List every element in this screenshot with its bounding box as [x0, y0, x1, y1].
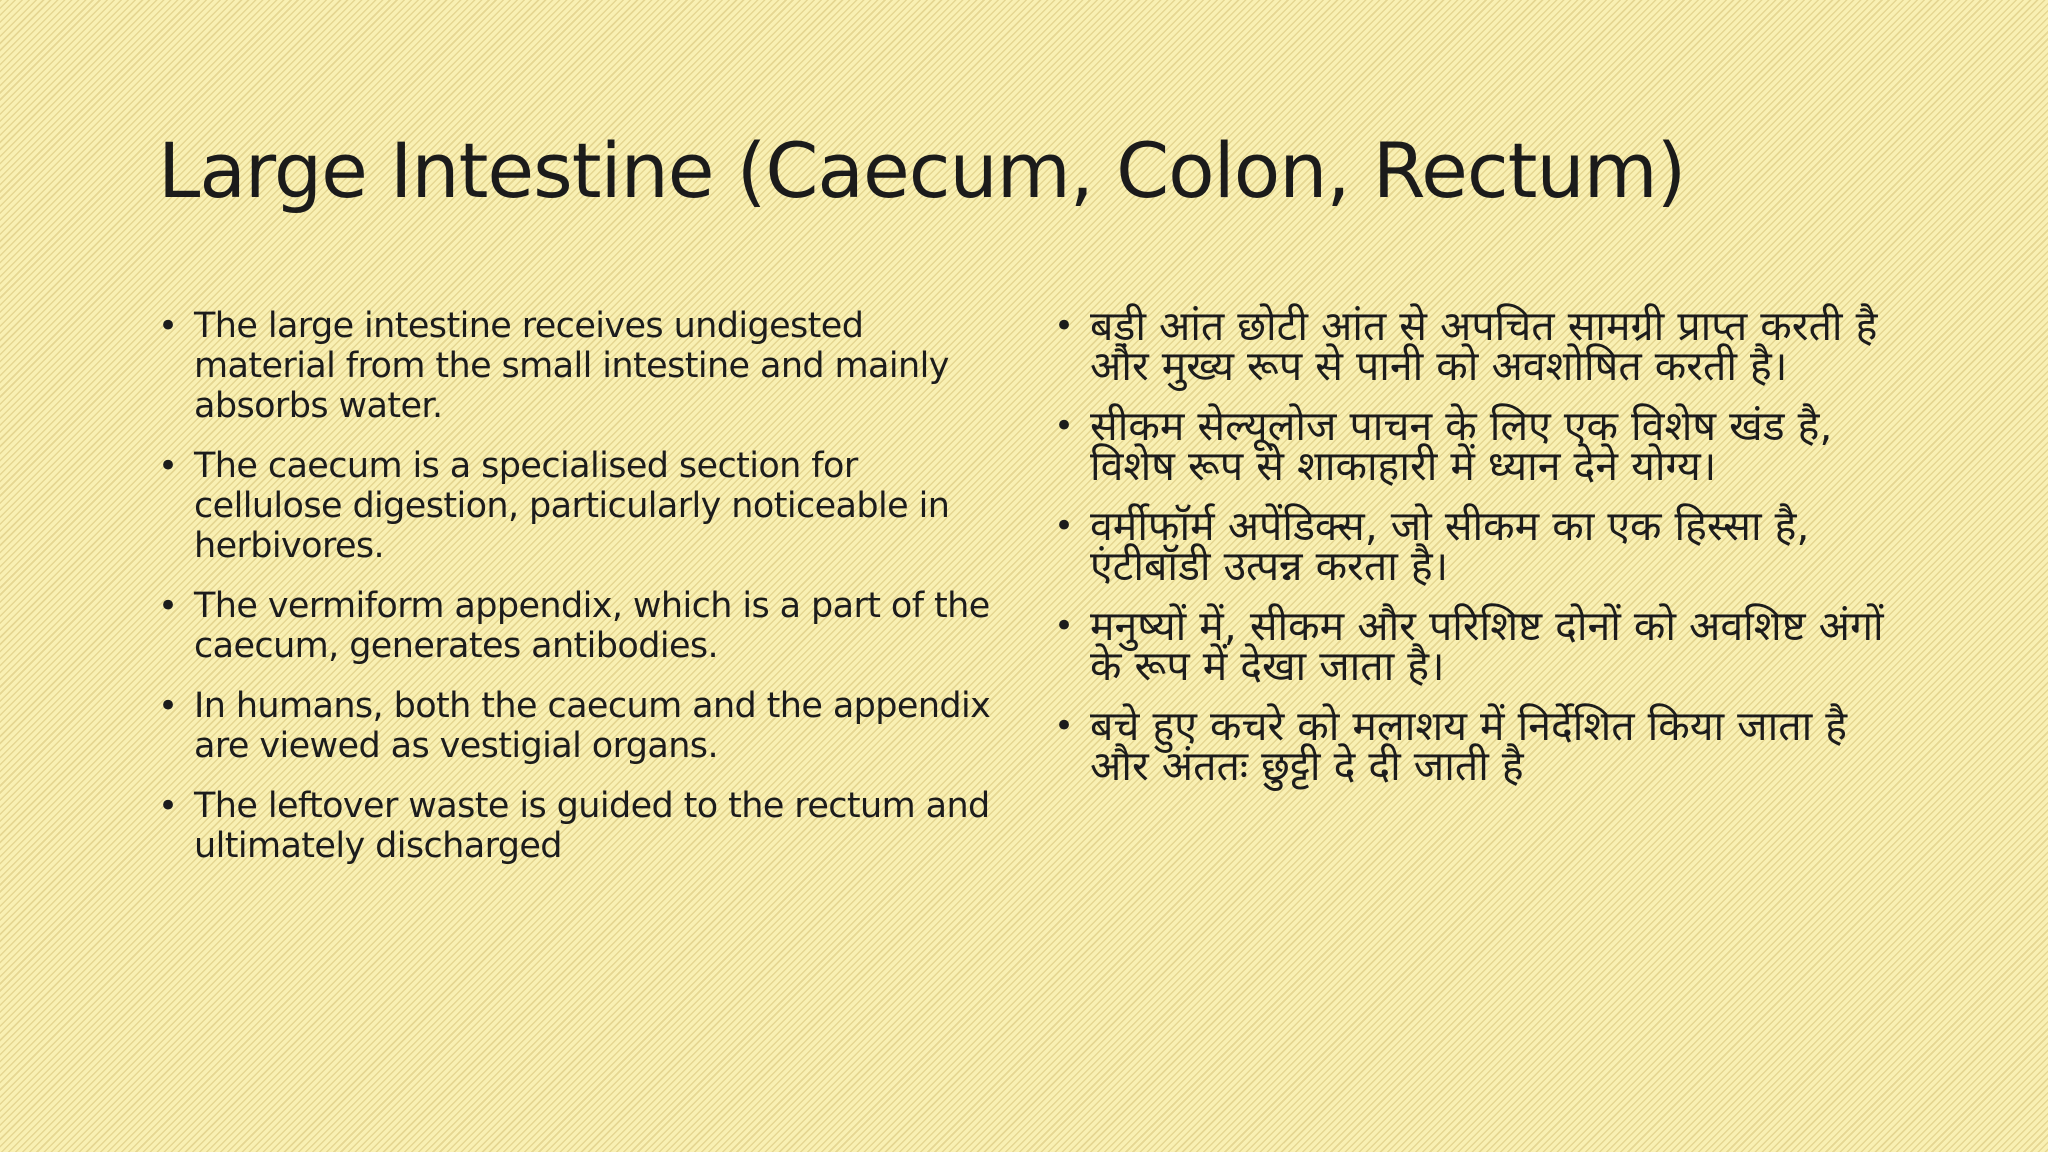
hindi-bullet-text: बचे हुए कचरे को मलाशय में निर्देशित किया जाता है और अंततः छुट्टी दे दी जाती है: [1090, 702, 1848, 790]
english-bullet-1: [156, 306, 1006, 426]
hindi-bullet-4: [1052, 602, 1892, 690]
english-bullet-text: In humans, both the caecum and the appendix are viewed as vestigial organs.: [194, 686, 991, 766]
bullet-marker: •: [1054, 606, 1075, 646]
hindi-bullet-1: [1052, 302, 1892, 390]
bullet-marker: •: [158, 586, 178, 626]
english-bullet-text: The vermiform appendix, which is a part of the caecum, generates antibodies.: [194, 586, 990, 666]
slide-title: Large Intestine (Caecum, Colon, Rectum): [158, 126, 1686, 215]
english-bullet-2: [156, 446, 1006, 566]
hindi-bullet-list: [1052, 302, 1892, 806]
bullet-marker: •: [158, 786, 178, 826]
hindi-bullet-2: [1052, 402, 1892, 490]
bullet-marker: •: [158, 446, 178, 486]
english-bullet-text: The large intestine receives undigested material from the small intestine and mainly absorbs water.: [194, 306, 949, 426]
hindi-bullet-text: मनुष्यों में, सीकम और परिशिष्ट दोनों को अवशिष्ट अंगों के रूप में देखा जाता है।: [1090, 602, 1884, 690]
hindi-bullet-text: वर्मीफॉर्म अपेंडिक्स, जो सीकम का एक हिस्सा है, एंटीबॉडी उत्पन्न करता है।: [1090, 502, 1810, 590]
bullet-marker: •: [158, 686, 178, 726]
bullet-marker: •: [158, 306, 178, 346]
hindi-bullet-5: [1052, 702, 1892, 790]
english-bullet-list: [156, 306, 1006, 886]
english-bullet-5: [156, 786, 1006, 866]
english-bullet-text: The caecum is a specialised section for cellulose digestion, particularly noticeable in herbivores.: [194, 446, 950, 566]
hindi-bullet-3: [1052, 502, 1892, 590]
english-bullet-3: [156, 586, 1006, 666]
bullet-marker: •: [1054, 506, 1075, 546]
hindi-bullet-text: बड़ी आंत छोटी आंत से अपचित सामग्री प्राप्त करती है और मुख्य रूप से पानी को अवशोषित करती है।: [1090, 302, 1878, 390]
english-bullet-text: The leftover waste is guided to the rectum and ultimately discharged: [194, 786, 990, 866]
bullet-marker: •: [1054, 306, 1075, 346]
hindi-bullet-text: सीकम सेल्यूलोज पाचन के लिए एक विशेष खंड है, विशेष रूप से शाकाहारी में ध्यान देने योग्य।: [1090, 402, 1833, 490]
bullet-marker: •: [1054, 406, 1075, 446]
bullet-marker: •: [1054, 706, 1075, 746]
english-bullet-4: [156, 686, 1006, 766]
